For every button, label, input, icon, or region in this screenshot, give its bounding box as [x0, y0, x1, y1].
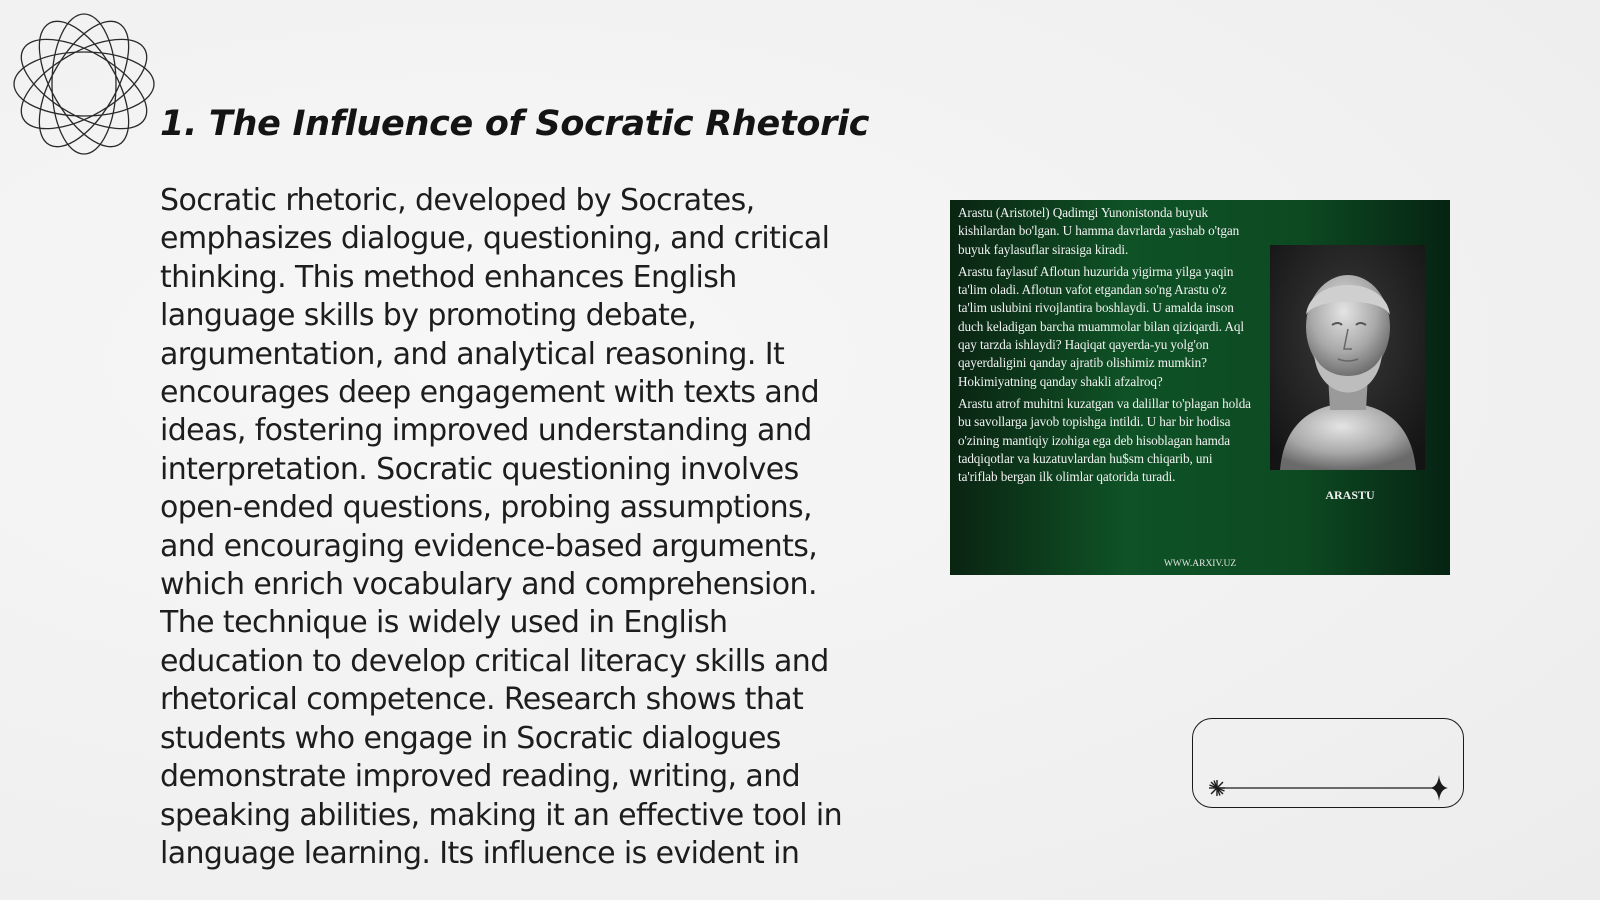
- decorative-frame: [1192, 718, 1464, 808]
- image-paragraph: Arastu faylasuf Aflotun huzurida yigirma yilga yaqin ta'lim oladi. Aflotun vafot etgandan so'ng Arastu o'z ta'lim uslubini rivojlantira boshlaydi. U amalda inson duch keladigan barcha muammolar bilan qiziqardi. Aql qay tarzda ishlaydi? Haqiqat qayerda-yu yolg'on qayerdaligini qanday ajratib olishimiz mumkin? Hokimiyatning qanday shakli afzalroq?: [958, 263, 1244, 389]
- decorative-line: [1193, 719, 1465, 809]
- starburst-icon: [1209, 780, 1225, 796]
- image-paragraph: Arastu atrof muhitni kuzatgan va dalillar to'plagan holda bu savollarga javob topishga intildi. U har bir hodisa o'zining mantiqiy izohiga ega deb hisoblagan hamda tadqiqotlar va kuzatuvlardan hu$sm chiqarib, uni ta'riflab bergan ilk olimlar qatorida turadi.: [958, 395, 1251, 485]
- image-source-url: WWW.ARXIV.UZ: [1163, 559, 1237, 569]
- orbit-rings-icon: [10, 10, 158, 158]
- slide-body-text: Socratic rhetoric, developed by Socrates, emphasizes dialogue, questioning, and critical thinking. This method enhances English language skills by promoting debate, argumentation, and analytical reasoning. It encourages deep engagement with texts and ideas, fostering improved understanding and interpretation. Socratic questioning involves open-ended questions, probing assumptions, and encouraging evidence-based arguments, which enrich vocabulary and comprehension. The technique is widely used in English education to develop critical literacy skills and rhetorical competence. Research shows that students who engage in Socratic dialogues demonstrate improved reading, writing, and speaking abilities, making it an effective tool in language learning. Its influence is evident in: [160, 183, 843, 871]
- aristotle-bust-image: [1270, 245, 1425, 470]
- aristotle-info-image: [950, 200, 1450, 575]
- slide-title: 1. The Influence of Socratic Rhetoric: [160, 104, 870, 144]
- bust-caption: ARASTU: [1325, 488, 1375, 502]
- image-paragraph: Arastu (Aristotel) Qadimgi Yunonistonda buyuk kishilardan bo'lgan. U hamma davrlarda yashab o'tgan buyuk faylasuflar sirasiga kiradi.: [958, 205, 1240, 257]
- image-text-block: [958, 204, 1253, 490]
- sparkle-icon: [1430, 775, 1448, 801]
